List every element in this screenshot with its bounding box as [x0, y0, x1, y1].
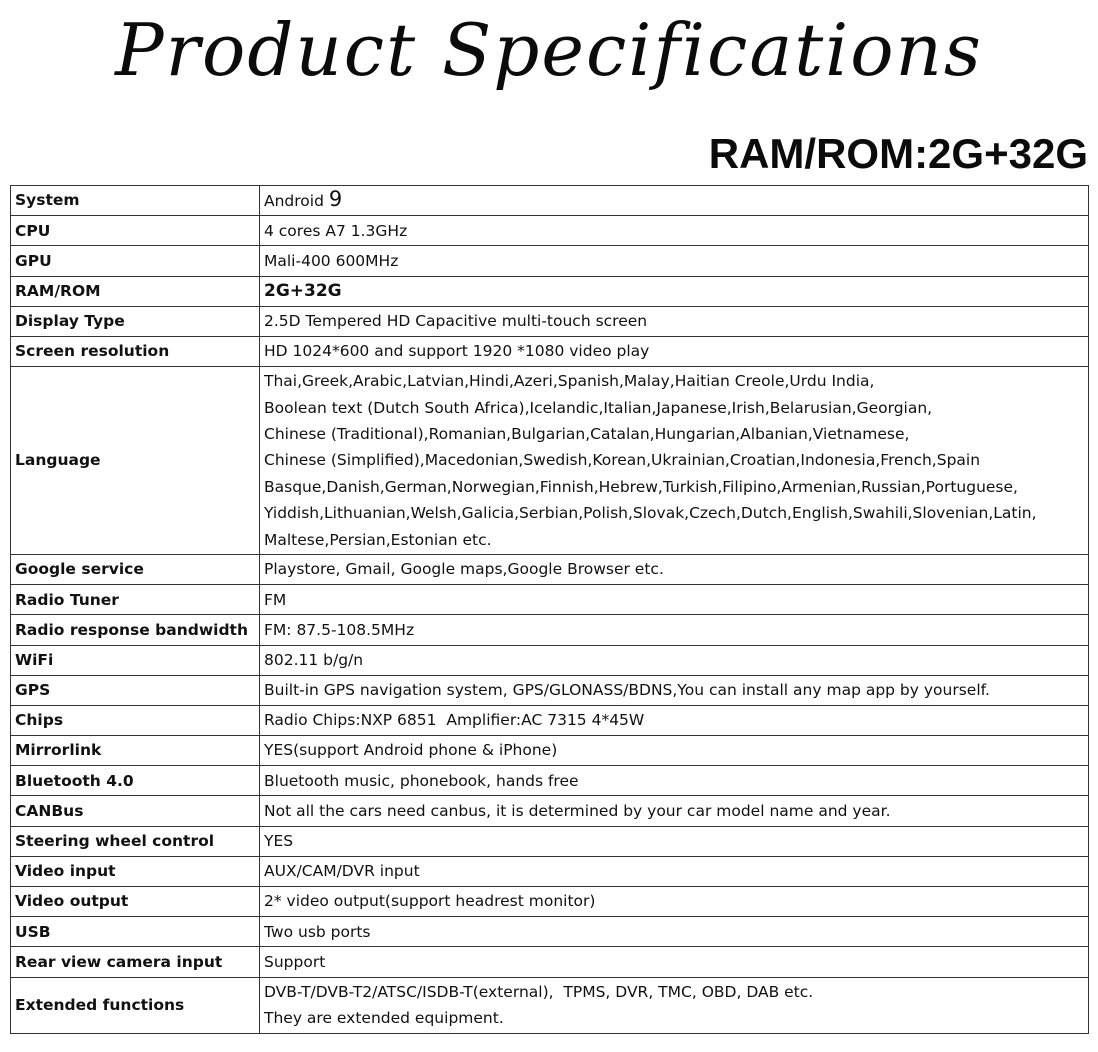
extended-line: DVB-T/DVB-T2/ATSC/ISDB-T(external), TPMS, DVR, TMC, OBD, DAB etc.: [264, 982, 814, 1001]
spec-label: RAM/ROM: [11, 276, 260, 306]
spec-label: Radio response bandwidth: [11, 615, 260, 645]
table-row: [11, 796, 1089, 826]
language-line: Basque,Danish,German,Norwegian,Finnish,Hebrew,Turkish,Filipino,Armenian,Russian,Portuguese,: [264, 477, 1018, 496]
language-line: Boolean text (Dutch South Africa),Icelandic,Italian,Japanese,Irish,Belarusian,Georgian,: [264, 398, 933, 417]
extended-line: They are extended equipment.: [264, 1009, 504, 1028]
table-row: [11, 306, 1089, 336]
language-line: Maltese,Persian,Estonian etc.: [264, 530, 492, 549]
ram-rom-headline: RAM/ROM:2G+32G: [708, 130, 1088, 177]
spec-label: GPS: [11, 675, 260, 705]
spec-label: Screen resolution: [11, 336, 260, 366]
spec-value: [260, 977, 1089, 1033]
spec-value: 802.11 b/g/n: [260, 645, 1089, 675]
spec-label: Display Type: [11, 306, 260, 336]
table-row: [11, 615, 1089, 645]
table-row: [11, 766, 1089, 796]
spec-value: [260, 186, 1089, 216]
spec-label: Steering wheel control: [11, 826, 260, 856]
ram-rom-value: 2G+32G: [264, 280, 342, 301]
table-row: [11, 856, 1089, 886]
table-row: [11, 246, 1089, 276]
spec-label: Rear view camera input: [11, 947, 260, 977]
spec-label: Google service: [11, 554, 260, 584]
spec-label: Radio Tuner: [11, 585, 260, 615]
spec-value: 2.5D Tempered HD Capacitive multi-touch screen: [260, 306, 1089, 336]
spec-value: Not all the cars need canbus, it is determined by your car model name and year.: [260, 796, 1089, 826]
android-version-number: 9: [328, 187, 343, 212]
spec-table: [10, 185, 1089, 1034]
spec-value: Support: [260, 947, 1089, 977]
spec-value: [260, 367, 1089, 555]
table-row: [11, 367, 1089, 555]
language-line: Yiddish,Lithuanian,Welsh,Galicia,Serbian,Polish,Slovak,Czech,Dutch,English,Swahili,Slovenian,Latin,: [264, 504, 1037, 523]
spec-value: 4 cores A7 1.3GHz: [260, 216, 1089, 246]
table-row: [11, 645, 1089, 675]
language-line: Chinese (Simplified),Macedonian,Swedish,Korean,Ukrainian,Croatian,Indonesia,French,Spain: [264, 451, 981, 470]
table-row: [11, 276, 1089, 306]
spec-value: FM: 87.5-108.5MHz: [260, 615, 1089, 645]
spec-value: FM: [260, 585, 1089, 615]
table-row: [11, 336, 1089, 366]
spec-label: Extended functions: [11, 977, 260, 1033]
table-row: [11, 186, 1089, 216]
table-row: [11, 216, 1089, 246]
spec-value: Two usb ports: [260, 917, 1089, 947]
spec-value: AUX/CAM/DVR input: [260, 856, 1089, 886]
language-line: Chinese (Traditional),Romanian,Bulgarian,Catalan,Hungarian,Albanian,Vietnamese,: [264, 424, 910, 443]
spec-value: YES: [260, 826, 1089, 856]
spec-label: Video output: [11, 887, 260, 917]
spec-label: Chips: [11, 705, 260, 735]
spec-label: Mirrorlink: [11, 736, 260, 766]
table-row: [11, 585, 1089, 615]
table-row: [11, 705, 1089, 735]
table-row: [11, 917, 1089, 947]
spec-value: Radio Chips:NXP 6851 Amplifier:AC 7315 4*45W: [260, 705, 1089, 735]
spec-label: CPU: [11, 216, 260, 246]
table-row: [11, 977, 1089, 1033]
table-row: [11, 826, 1089, 856]
spec-value: [260, 276, 1089, 306]
table-row: [11, 554, 1089, 584]
spec-value: Mali-400 600MHz: [260, 246, 1089, 276]
spec-label: USB: [11, 917, 260, 947]
spec-label: CANBus: [11, 796, 260, 826]
spec-value: 2* video output(support headrest monitor): [260, 887, 1089, 917]
spec-value-text: Android: [264, 192, 329, 211]
spec-label: Bluetooth 4.0: [11, 766, 260, 796]
spec-label: System: [11, 186, 260, 216]
table-row: [11, 947, 1089, 977]
spec-value: YES(support Android phone & iPhone): [260, 736, 1089, 766]
spec-label: Language: [11, 367, 260, 555]
spec-value: Bluetooth music, phonebook, hands free: [260, 766, 1089, 796]
spec-value: Built-in GPS navigation system, GPS/GLONASS/BDNS,You can install any map app by yourself.: [260, 675, 1089, 705]
page-title: Product Specifications: [115, 8, 983, 92]
language-line: Thai,Greek,Arabic,Latvian,Hindi,Azeri,Spanish,Malay,Haitian Creole,Urdu India,: [264, 372, 875, 391]
spec-value: Playstore, Gmail, Google maps,Google Browser etc.: [260, 554, 1089, 584]
spec-label: Video input: [11, 856, 260, 886]
spec-label: WiFi: [11, 645, 260, 675]
spec-value: HD 1024*600 and support 1920 *1080 video play: [260, 336, 1089, 366]
table-row: [11, 736, 1089, 766]
spec-label: GPU: [11, 246, 260, 276]
table-row: [11, 887, 1089, 917]
table-row: [11, 675, 1089, 705]
